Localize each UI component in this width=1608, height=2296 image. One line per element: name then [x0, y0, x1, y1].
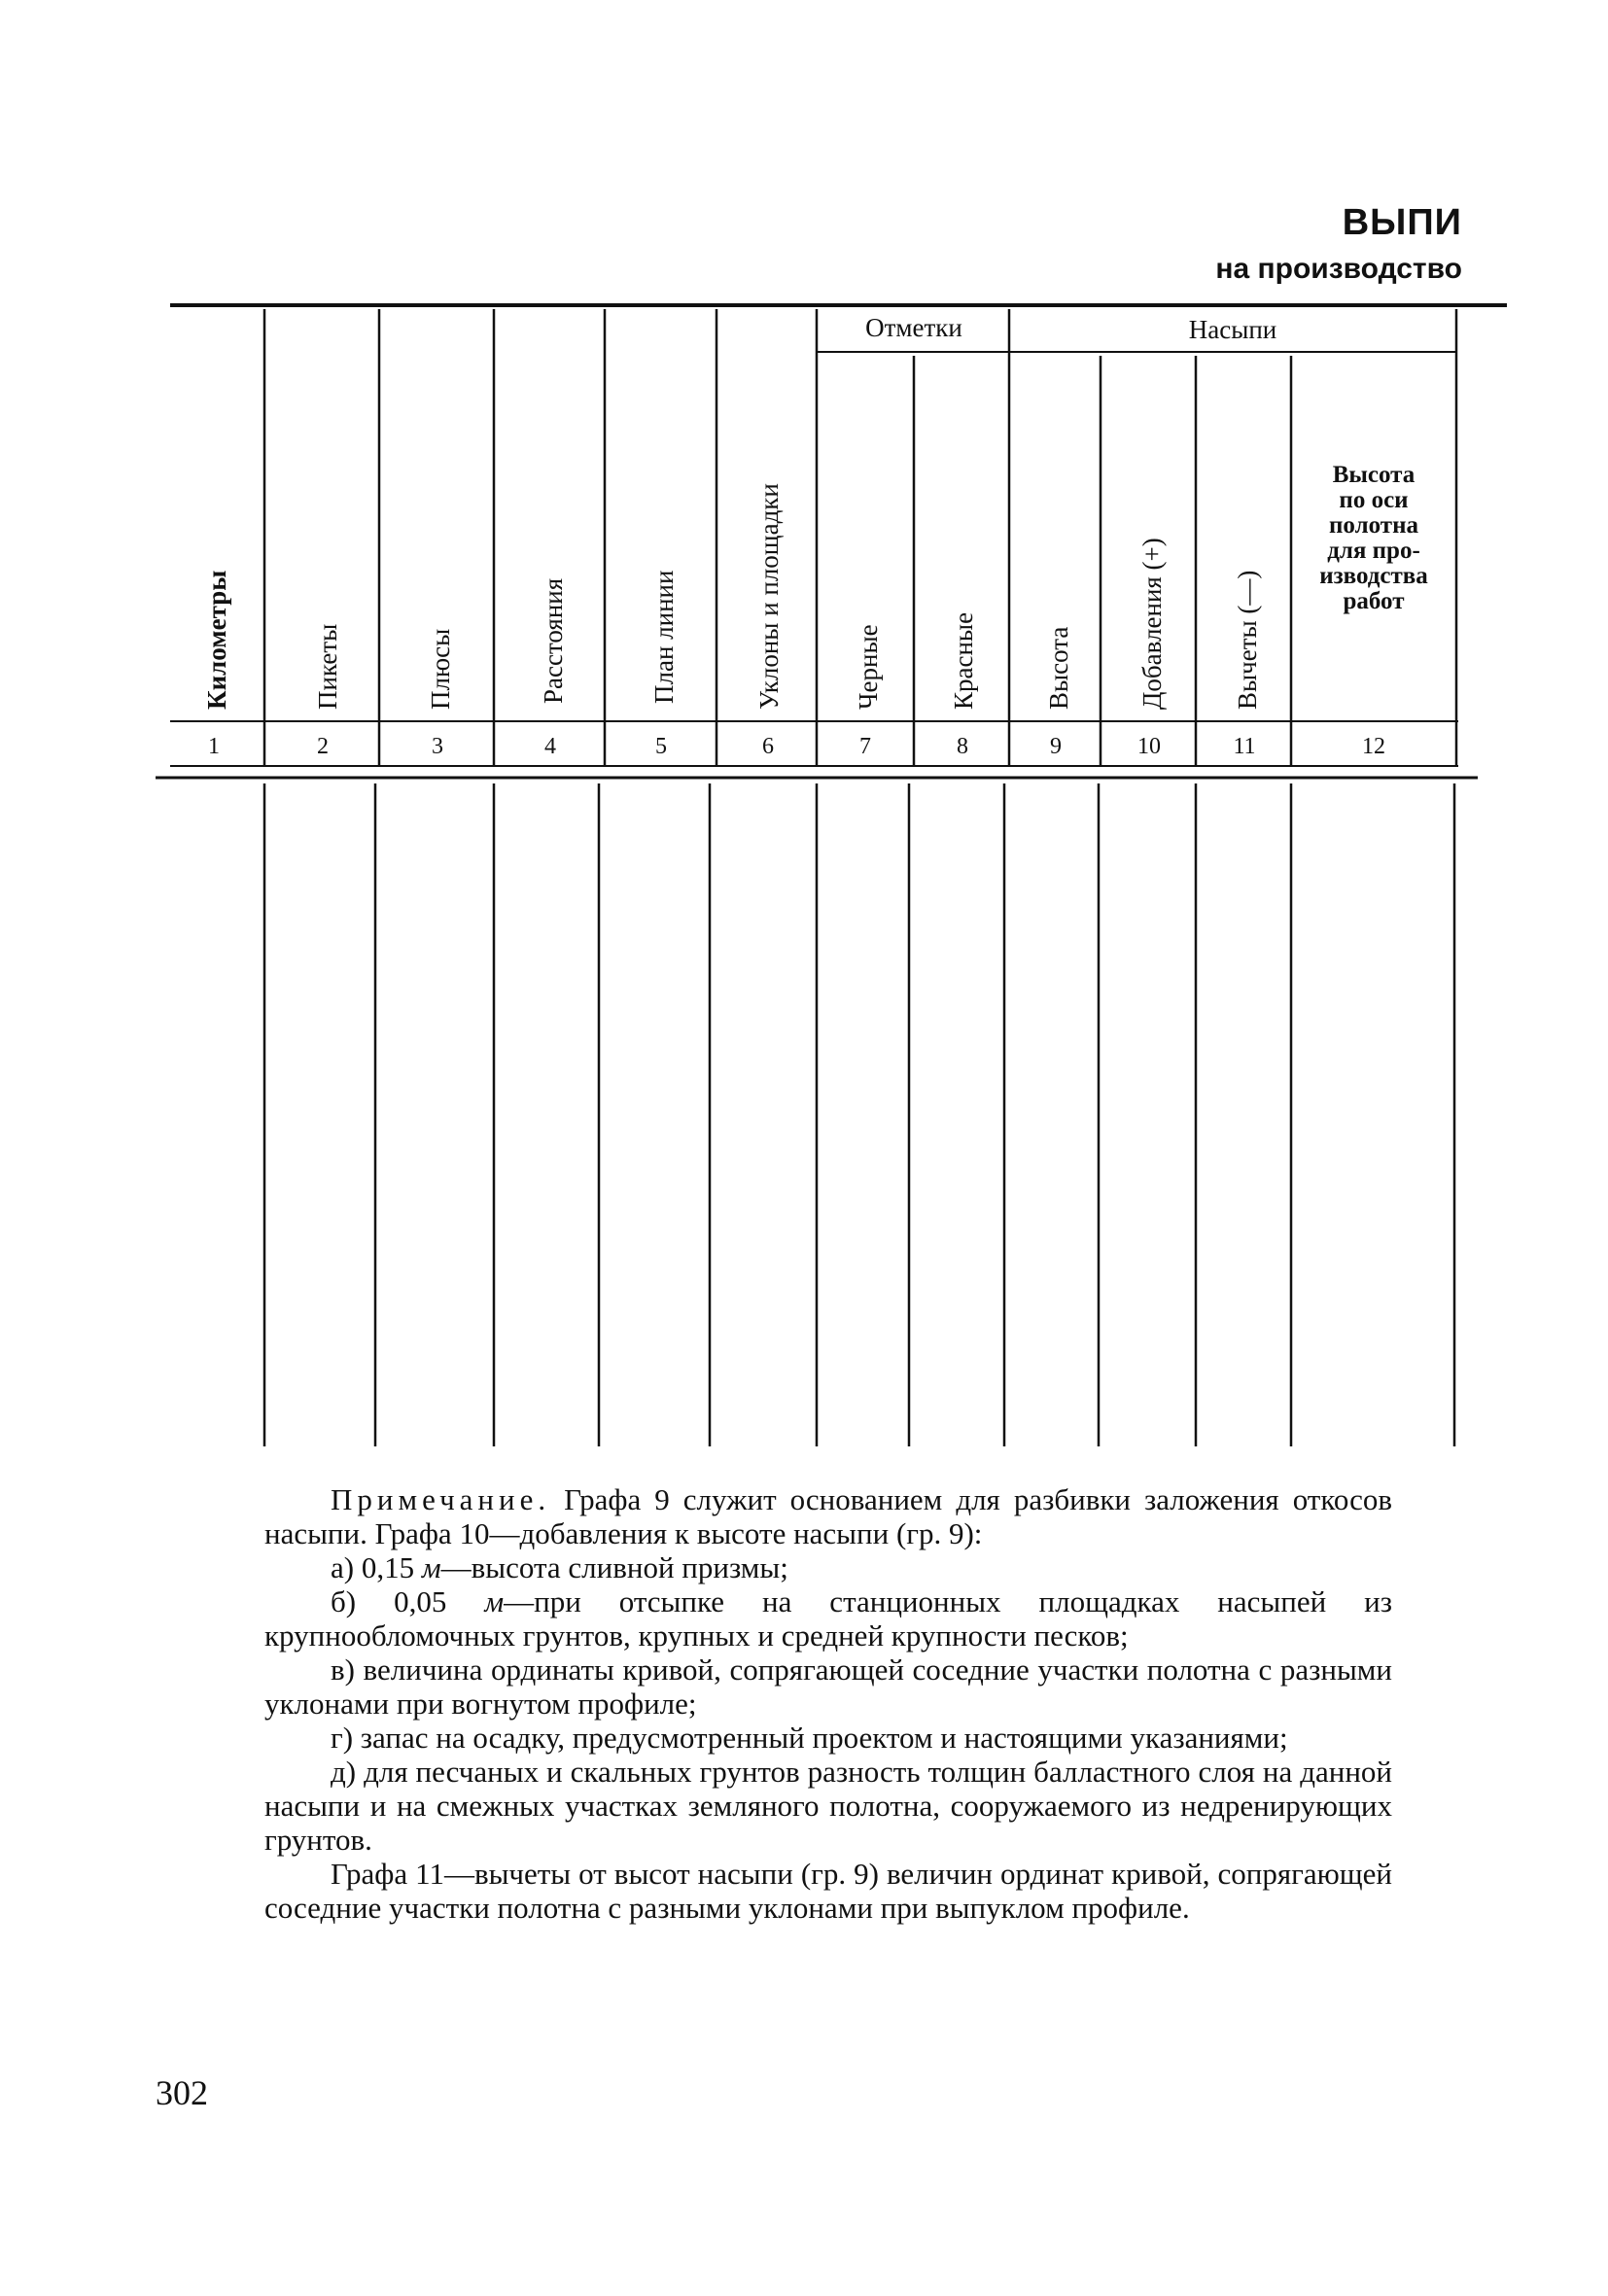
col-header-1: Километры: [202, 570, 231, 710]
note-final: Графа 11—вычеты от высот насыпи (гр. 9) величин ординат кривой, сопрягающей соседние участки полотна с разными уклонами при выпуклом профиле.: [264, 1857, 1392, 1925]
note-item-e: д) для песчаных и скальных грунтов разность толщин балластного слоя на данной насыпи и на смежных участках земляного полотна, сооружаемого из недренирующих грунтов.: [264, 1755, 1392, 1857]
footnote: [264, 1482, 1392, 1925]
col-number-2: 2: [317, 734, 329, 759]
col-header-12-line: Высота: [1332, 462, 1416, 488]
page-subtitle: на производство: [1215, 253, 1462, 285]
col-header-4: Расстояния: [539, 577, 568, 704]
body-dividers: [264, 783, 1454, 1446]
note-item-b-unit: м: [484, 1584, 505, 1618]
group-header-embankments: Насыпи: [1188, 315, 1277, 344]
col-number-6: 6: [762, 734, 774, 759]
col-header-10: Добавления (+): [1137, 538, 1167, 710]
note-item-a-prefix: а) 0,15: [331, 1550, 422, 1584]
note-intro: [264, 1482, 1392, 1550]
note-item-d: г) запас на осадку, предусмотренный проектом и настоящими указаниями;: [331, 1721, 1288, 1755]
note-item-b-text: —при отсыпке на станционных площадках насыпей из крупнообломочных грунтов, крупных и средней крупности песков;: [264, 1584, 1392, 1652]
col-header-12-line: изводства: [1319, 563, 1428, 589]
col-header-12-line: полотна: [1329, 512, 1418, 539]
col-header-12-line: работ: [1343, 588, 1405, 614]
col-header-12: [1319, 462, 1428, 614]
note-item-c: в) величина ординаты кривой, сопрягающей соседние участки полотна с разными уклонами при вогнутом профиле;: [264, 1652, 1392, 1721]
col-header-11: Вычеты (—): [1233, 570, 1262, 710]
col-number-7: 7: [859, 734, 871, 759]
col-number-8: 8: [957, 734, 968, 759]
col-number-11: 11: [1233, 734, 1256, 759]
note-item-a: [264, 1550, 1392, 1584]
note-intro-text: Графа 9 служит основанием для разбивки заложения откосов насыпи. Графа 10—добавления к высоте насыпи (гр. 9):: [264, 1482, 1392, 1550]
col-number-9: 9: [1050, 734, 1062, 759]
col-number-10: 10: [1137, 734, 1161, 759]
col-header-3: Плюсы: [426, 628, 455, 710]
col-number-12: 12: [1362, 734, 1385, 759]
page-title: ВЫПИ: [1342, 202, 1462, 243]
col-header-8: Красные: [949, 611, 978, 710]
col-header-7: Черные: [854, 624, 883, 710]
col-number-1: 1: [208, 734, 220, 759]
col-header-6: Уклоны и площадки: [754, 483, 784, 710]
col-header-9: Высота: [1044, 626, 1073, 710]
col-header-5: План линии: [649, 570, 679, 704]
note-item-a-unit: м: [421, 1550, 441, 1584]
note-heading: Примечание.: [331, 1482, 551, 1516]
col-number-3: 3: [432, 734, 443, 759]
col-header-12-line: для про-: [1327, 538, 1420, 564]
col-header-2: Пикеты: [313, 623, 342, 710]
col-header-12-line: по оси: [1339, 487, 1409, 513]
col-number-5: 5: [655, 734, 667, 759]
page-number: 302: [156, 2073, 208, 2112]
note-item-b-prefix: б) 0,05: [331, 1584, 485, 1618]
group-header-marks: Отметки: [865, 313, 962, 342]
col-number-4: 4: [544, 734, 556, 759]
note-item-b: [264, 1584, 1392, 1652]
note-item-a-text: —высота сливной призмы;: [440, 1550, 788, 1584]
